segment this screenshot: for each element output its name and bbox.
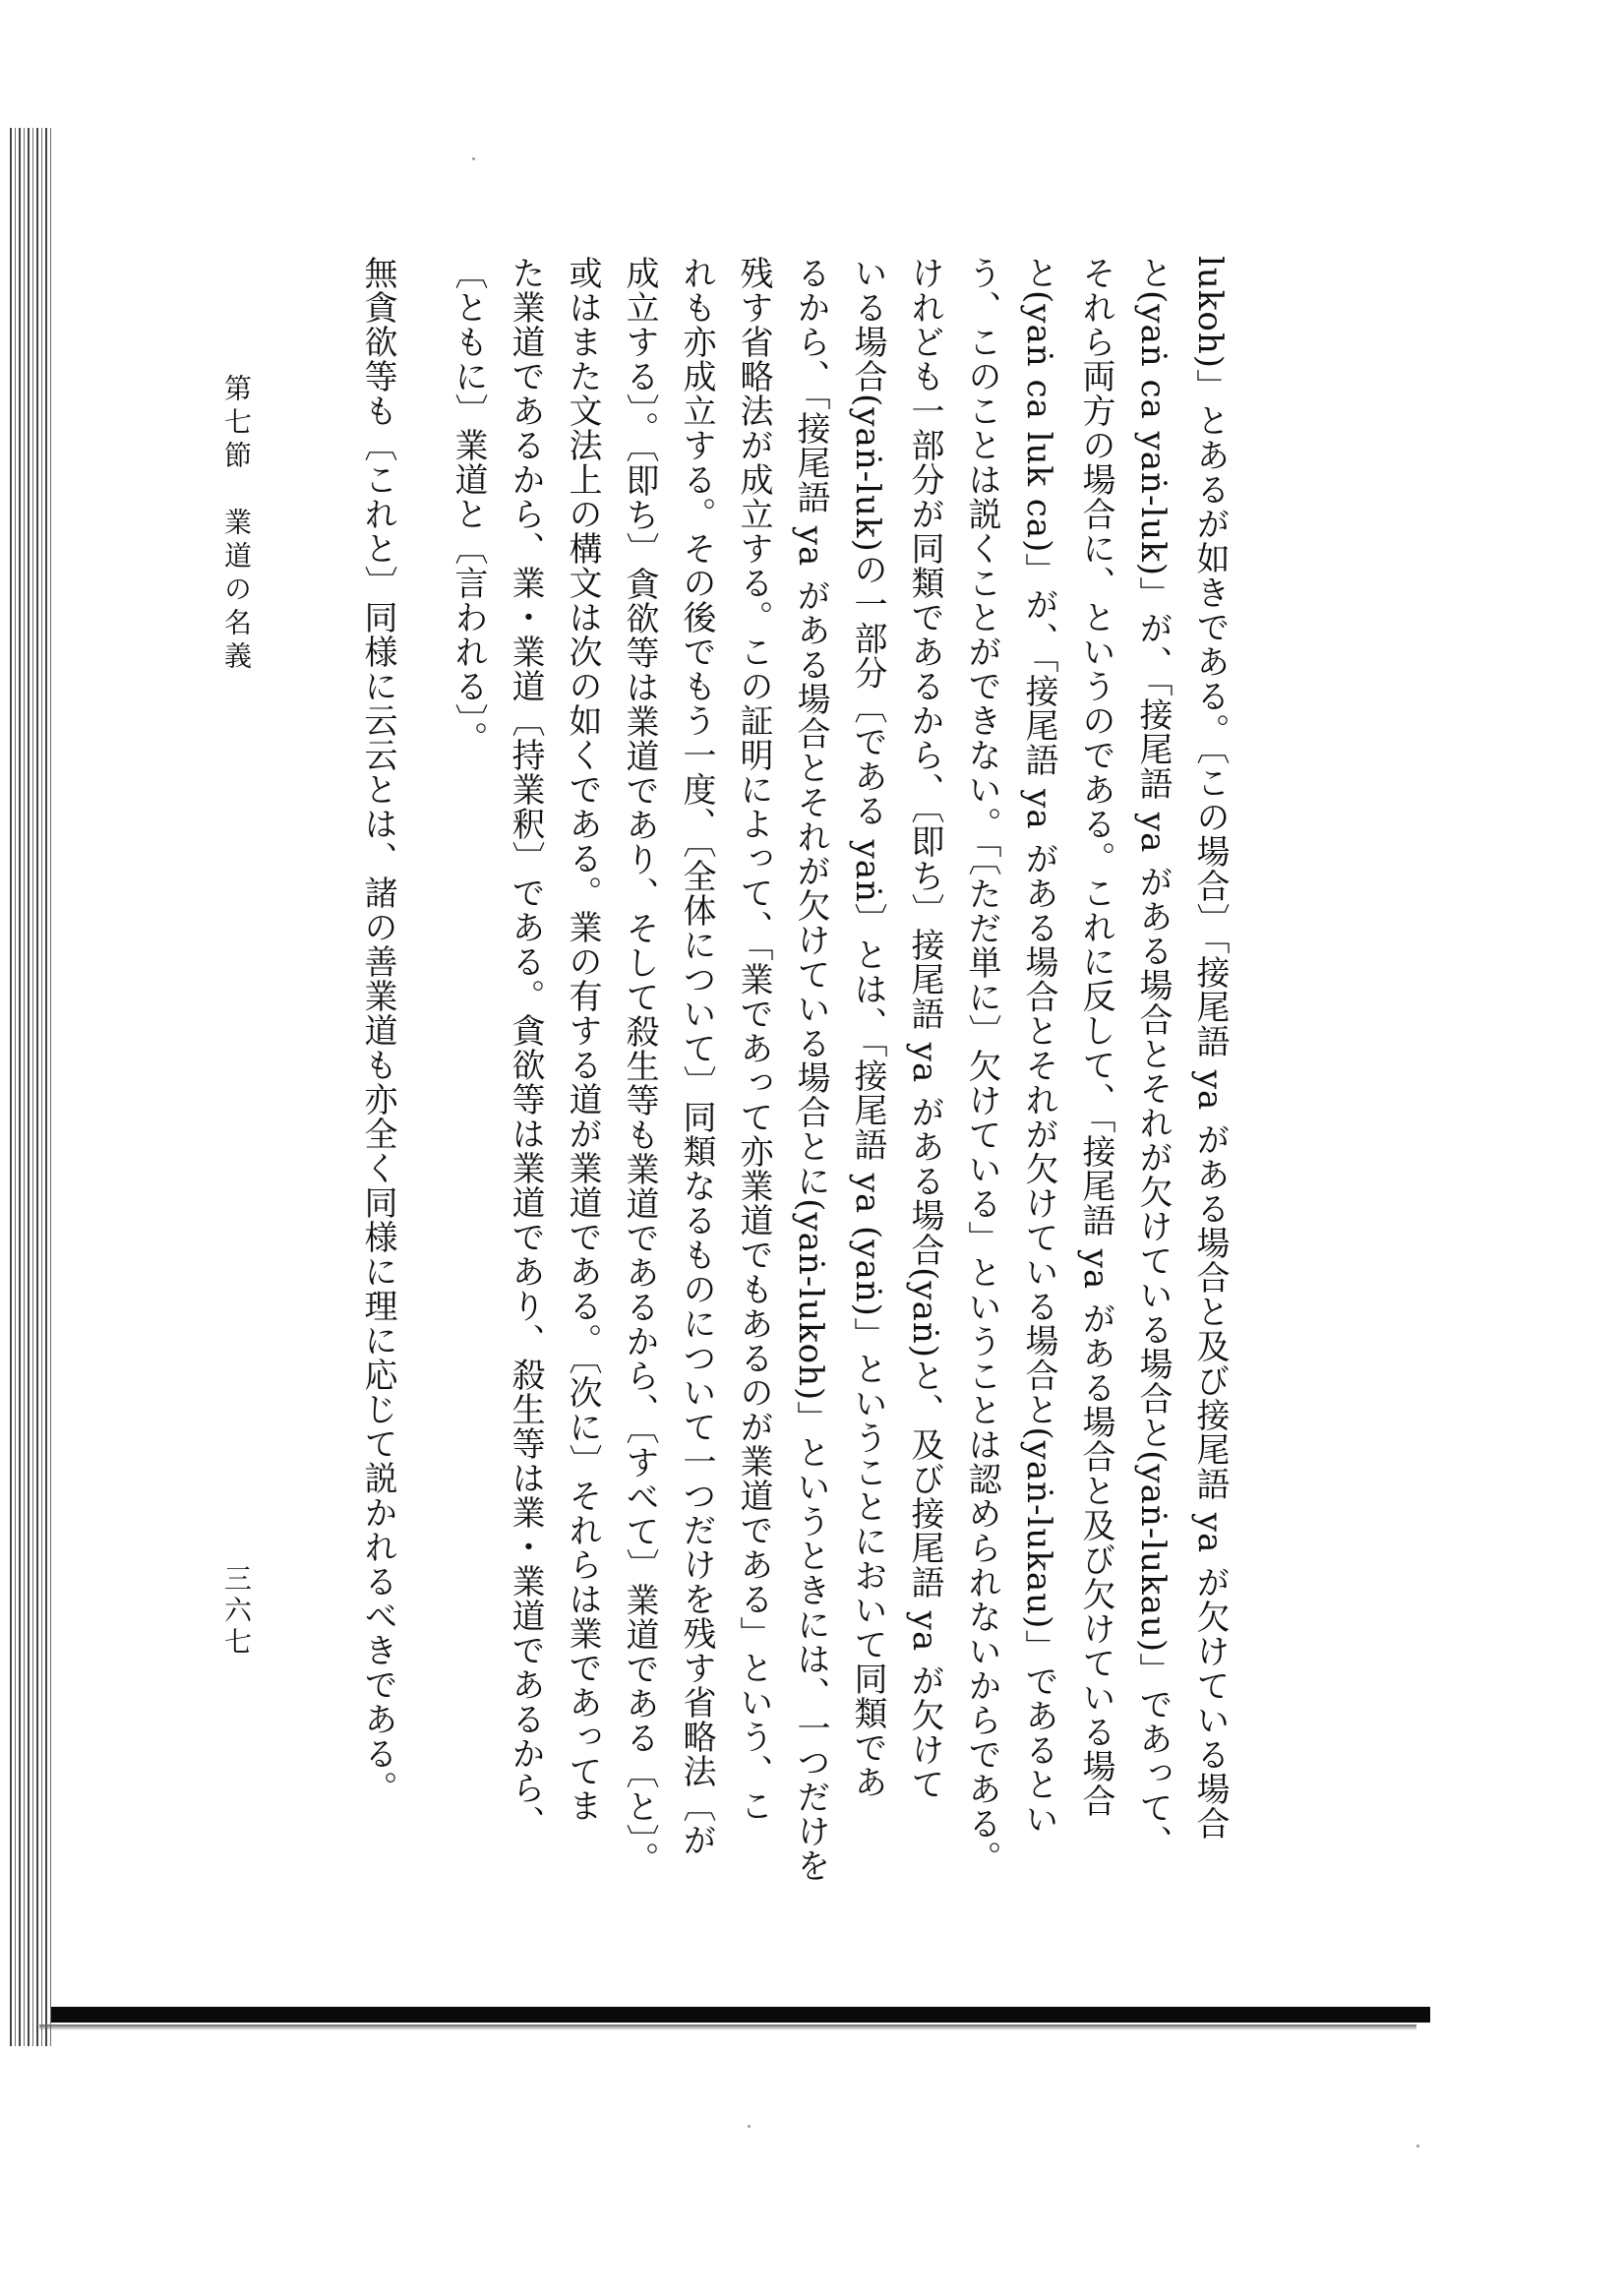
- page-edge-line: [51, 2007, 1430, 2023]
- text-line-commentary: 無貪欲等も〔これと〕同様に云云とは、諸の善業道も亦全く同様に理に応じて説かれるべきである。: [358, 256, 397, 1805]
- text-line: う、このことは説くことができない。「〔ただ単に〕欠けている」ということは認められないからである。: [962, 256, 1001, 1875]
- text-line: けれども一部分が同類であるから、〔即ち〕接尾語 ya がある場合(yaṅ)と、及び接尾語 ya が欠けて: [905, 256, 944, 1802]
- page-number: 三六七: [220, 1564, 253, 1659]
- text-line: lukoh)」とあるが如きである。〔この場合〕「接尾語 ya がある場合と及び接尾語 ya が欠けている場合: [1190, 256, 1230, 1842]
- text-line: と(yaṅ ca luk ca)」が、「接尾語 ya がある場合とそれが欠けている場合と(yaṅ-lukau)」であるとい: [1019, 256, 1058, 1837]
- page-edge-shadow: [39, 2024, 1416, 2030]
- text-line: 〔ともに〕業道と〔言われる〕。: [449, 256, 488, 755]
- text-line: と(yaṅ ca yaṅ-luk)」が、「接尾語 ya がある場合とそれが欠けている場合と(yaṅ-lukau)」であって、: [1133, 256, 1173, 1860]
- scan-speck: [472, 157, 475, 160]
- text-line: た業道であるから、業・業道〔持業釈〕である。貪欲等は業道であり、殺生等は業・業道であるから、: [506, 256, 545, 1840]
- text-line: れも亦成立する。その後でもう一度、〔全体について〕同類なるものについて一つだけを残す省略法〔が: [677, 256, 716, 1857]
- text-line: 成立する〕。〔即ち〕貪欲等は業道であり、そして殺生等も業道であるから、〔すべて〕業道である〔と〕。: [620, 256, 659, 1876]
- section-running-title: 第七節 業道の名義: [220, 374, 253, 675]
- text-line: 或はまた文法上の構文は次の如くである。業の有する道が業道である。〔次に〕それらは業であってま: [563, 256, 602, 1823]
- scan-speck: [748, 2125, 751, 2128]
- text-line: いる場合(yaṅ-luk)の一部分〔である yaṅ〕とは、「接尾語 ya (yaṅ)」ということにおいて同類であ: [848, 256, 887, 1799]
- text-line: るから、「接尾語 ya がある場合とそれが欠けている場合とに(yaṅ-lukoh)」というときには、一つだけを: [791, 256, 830, 1884]
- text-line: それら両方の場合に、というのである。これに反して、「接尾語 ya がある場合と及び欠けている場合: [1076, 256, 1115, 1819]
- scan-speck: [1416, 2145, 1419, 2147]
- page-gutter: [10, 128, 51, 2046]
- main-text: [349, 256, 1238, 1884]
- text-line: 残す省略法が成立する。この証明によって、「業であって亦業道でもあるのが業道である」という、こ: [734, 256, 773, 1823]
